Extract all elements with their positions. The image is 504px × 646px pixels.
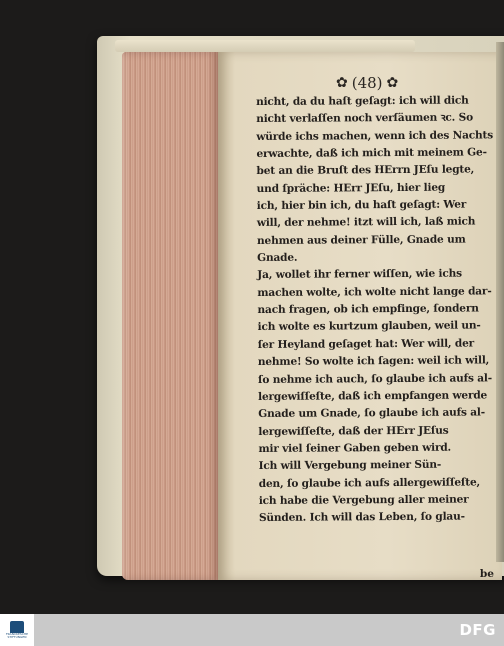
text-line: nicht verlaſſen noch verſäumen ꝛc. So (256, 111, 474, 126)
text-line: den, ſo glaube ich aufs allergewiſſeſte, (258, 476, 481, 490)
text-line: lergewiſſeſte, daß ich empfangen werde (258, 389, 488, 403)
text-line: nehmen aus deiner Fülle, Gnade um (256, 233, 466, 247)
text-line: würde ichs machen, wenn ich des Nachts (256, 129, 494, 143)
text-line: Sünden. Ich will das Leben, ſo glau- (258, 510, 465, 525)
text-line: Ja, wollet ihr ferner wiſſen, wie ichs (257, 268, 462, 282)
ornament-right-icon: ✿ (386, 75, 399, 91)
facing-page-edge (496, 42, 504, 562)
text-line: erwachte, daß ich mich mit meinem Ge- (256, 146, 487, 161)
text-line: nehme! So wolte ich ſagen: weil ich will, (257, 354, 490, 369)
dfg-logo[interactable]: DFG (459, 621, 496, 639)
footer-bar (0, 614, 504, 646)
text-line: ſo nehme ich auch, ſo glaube ich aufs al- (257, 371, 492, 386)
text-line: nach fragen, ob ich empfinge, ſondern (257, 302, 479, 317)
text-line: nicht, da du haſt geſagt: ich will dich (256, 94, 469, 108)
text-line: will, der nehme! itzt will ich, laß mich (256, 215, 476, 230)
page-number: (48) (351, 74, 383, 92)
library-logo[interactable] (0, 614, 34, 646)
page-text (256, 92, 495, 527)
text-line: Gnade. (257, 251, 298, 265)
text-line: machen wolte, ich wolte nicht lange dar- (257, 285, 492, 299)
text-line: ich habe die Vergebung aller meiner (258, 493, 469, 507)
text-line: mir viel ſeiner Gaben geben wird. (258, 441, 452, 455)
text-line: ſer Heyland geſaget hat: Wer will, der (257, 337, 475, 351)
book-top-edge (115, 40, 415, 52)
page-header (336, 72, 398, 94)
library-logo-text: FRANCKESCHE STIFTUNGEN (5, 632, 29, 639)
catchword: be (479, 568, 494, 580)
text-line: lergewiſſeſte, daß der HErr JEſus (258, 424, 449, 438)
text-line: Ich will Vergebung meiner Sün- (258, 458, 442, 473)
page-fore-edge (122, 52, 220, 580)
ornament-left-icon: ✿ (336, 75, 348, 91)
text-line: ich wolte es kurtzum glauben, weil un- (257, 319, 481, 334)
book-page (218, 52, 502, 580)
text-line: ich, hier bin ich, du haſt geſagt: Wer (256, 198, 467, 213)
text-line: und ſpräche: HErr JEſu, hier lieg (256, 181, 446, 195)
text-line: bet an die Bruſt des HErrn JEſu legte, (256, 163, 475, 178)
text-line: Gnade um Gnade, ſo glaube ich aufs al- (258, 406, 485, 421)
